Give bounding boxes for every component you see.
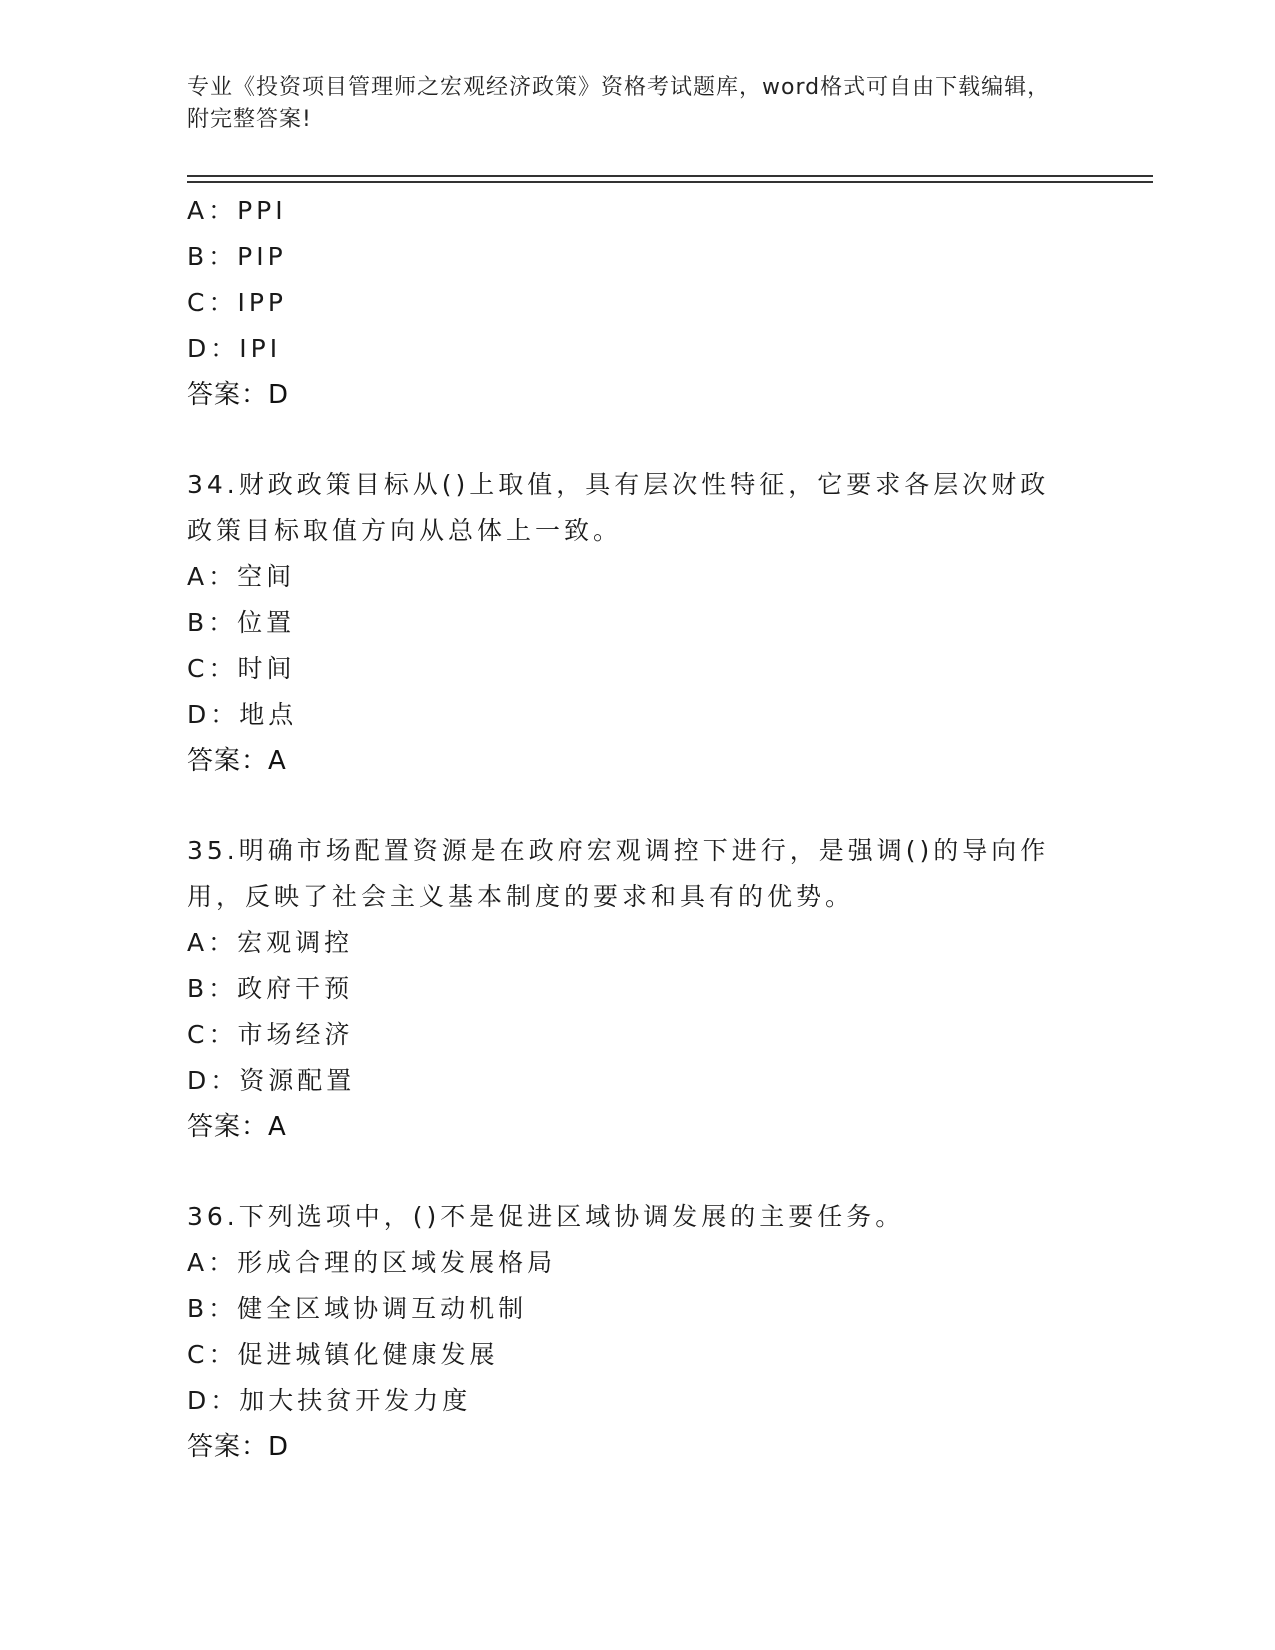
option-label: D： <box>187 1386 240 1415</box>
option-label: B： <box>187 242 238 271</box>
option-text: 形成合理的区域发展格局 <box>237 1248 557 1277</box>
option-text: 地点 <box>239 700 298 729</box>
answer-line: 答案：A <box>187 746 287 776</box>
option-text: 时间 <box>237 654 296 683</box>
option-label: C： <box>187 1020 238 1049</box>
option-label: D： <box>187 334 240 363</box>
answer-line: 答案：D <box>187 380 290 410</box>
spacer <box>187 418 1087 462</box>
option-label: B： <box>187 1294 238 1323</box>
option-label: C： <box>187 654 238 683</box>
option-text: 资源配置 <box>239 1066 356 1095</box>
option-d <box>187 1058 1087 1104</box>
question-text: 36.下列选项中，()不是促进区域协调发展的主要任务。 <box>187 1202 905 1231</box>
option-text: 加大扶贫开发力度 <box>239 1386 472 1415</box>
question-block-34 <box>187 462 1087 784</box>
question-text: 35.明确市场配置资源是在政府宏观调控下进行，是强调()的导向作用，反映了社会主义基本制度的要求和具有的优势。 <box>187 836 1050 911</box>
option-label: B： <box>187 974 238 1003</box>
option-label: A： <box>187 562 238 591</box>
option-a <box>187 554 1087 600</box>
option-text: 位置 <box>237 608 296 637</box>
option-c <box>187 646 1087 692</box>
option-text: IPP <box>237 288 287 317</box>
question-list <box>187 188 1087 1470</box>
option-c <box>187 280 1087 326</box>
option-text: 宏观调控 <box>237 928 354 957</box>
option-label: D： <box>187 1066 240 1095</box>
spacer <box>187 1150 1087 1194</box>
question-block-36 <box>187 1194 1087 1470</box>
question-block-33 <box>187 188 1087 418</box>
option-c <box>187 1012 1087 1058</box>
question-text: 34.财政政策目标从()上取值，具有层次性特征，它要求各层次财政政策目标取值方向从总体上一致。 <box>187 470 1050 545</box>
option-label: A： <box>187 1248 238 1277</box>
option-b <box>187 966 1087 1012</box>
option-b <box>187 1286 1087 1332</box>
option-text: PIP <box>237 242 287 271</box>
option-label: D： <box>187 700 240 729</box>
option-label: C： <box>187 1340 238 1369</box>
option-label: A： <box>187 196 238 225</box>
option-text: 政府干预 <box>237 974 354 1003</box>
option-text: 空间 <box>237 562 296 591</box>
option-a <box>187 920 1087 966</box>
answer-line: 答案：D <box>187 1432 290 1462</box>
option-text: 健全区域协调互动机制 <box>237 1294 528 1323</box>
option-d <box>187 326 1087 372</box>
option-a <box>187 1240 1087 1286</box>
option-a <box>187 188 1087 234</box>
option-c <box>187 1332 1087 1378</box>
header-divider-bottom <box>187 181 1153 183</box>
document-intro: 专业《投资项目管理师之宏观经济政策》资格考试题库，word格式可自由下载编辑，附完整答案! <box>187 75 1051 132</box>
header-divider-top <box>187 175 1153 177</box>
spacer <box>187 784 1087 828</box>
option-label: C： <box>187 288 238 317</box>
option-label: A： <box>187 928 238 957</box>
option-b <box>187 600 1087 646</box>
option-text: 促进城镇化健康发展 <box>237 1340 499 1369</box>
option-text: IPI <box>239 334 282 363</box>
option-text: 市场经济 <box>237 1020 354 1049</box>
option-text: PPI <box>237 196 287 225</box>
question-block-35 <box>187 828 1087 1150</box>
answer-line: 答案：A <box>187 1112 287 1142</box>
option-label: B： <box>187 608 238 637</box>
option-d <box>187 1378 1087 1424</box>
option-d <box>187 692 1087 738</box>
option-b <box>187 234 1087 280</box>
